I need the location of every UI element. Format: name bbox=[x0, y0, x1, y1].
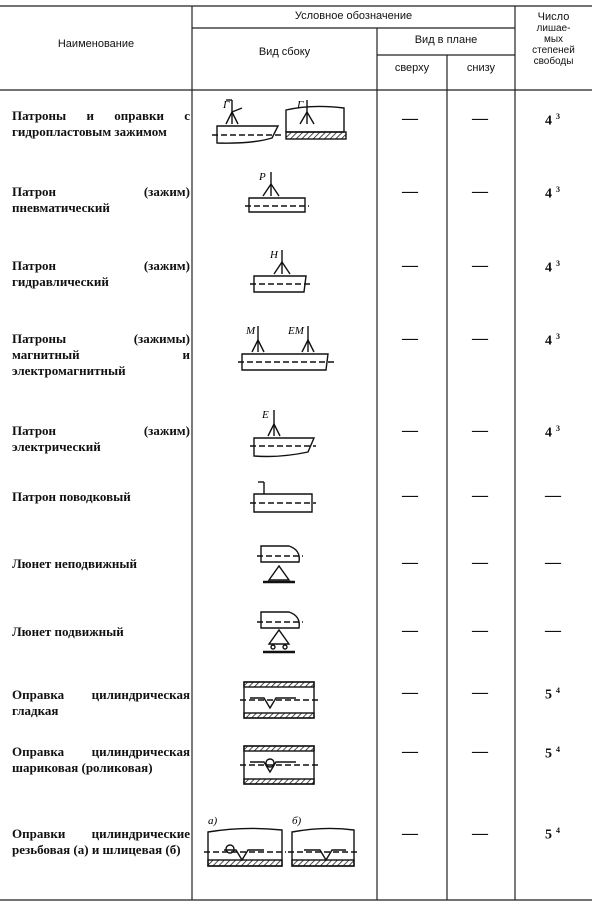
symbol-label: Г bbox=[297, 99, 304, 111]
symbol-smooth-mandrel bbox=[240, 678, 320, 722]
cell-top: — bbox=[402, 487, 418, 504]
cell-top: — bbox=[402, 554, 418, 571]
symbol-label: H bbox=[270, 249, 278, 261]
cell-dof bbox=[545, 332, 560, 350]
dof-value: 4 bbox=[545, 113, 552, 129]
row-name: Люнет неподвижный bbox=[12, 556, 138, 571]
dof-value: 5 bbox=[545, 746, 552, 762]
cell-bottom: — bbox=[472, 422, 488, 439]
row-name: Патроны (зажимы) магнитный и электромагнитный bbox=[12, 331, 190, 378]
row-name: Патроны и оправки с гидропластовым зажимом bbox=[12, 108, 190, 139]
symbol-label: E bbox=[262, 409, 269, 421]
dof-value: 4 bbox=[545, 333, 552, 349]
cell-top: — bbox=[402, 422, 418, 439]
cell-dof bbox=[545, 424, 560, 442]
row-name: Люнет подвижный bbox=[12, 624, 124, 639]
cell-bottom: — bbox=[472, 684, 488, 701]
header-name: Наименование bbox=[57, 38, 135, 50]
header-top: сверху bbox=[394, 62, 430, 74]
cell-dof: — bbox=[545, 622, 561, 639]
row-name: Оправка цилиндрическая шариковая (роликовая) bbox=[12, 744, 190, 775]
dof-note: 4 bbox=[556, 686, 560, 695]
row-name: Патрон (зажим) гидравлический bbox=[12, 258, 190, 289]
dof-note: 3 bbox=[556, 112, 560, 121]
dof-note: 3 bbox=[556, 332, 560, 341]
symbol-magnetic bbox=[238, 320, 338, 372]
cell-bottom: — bbox=[472, 554, 488, 571]
symbol-label: а) bbox=[208, 815, 218, 827]
symbol-label: EM bbox=[288, 325, 304, 337]
cell-bottom: — bbox=[472, 110, 488, 127]
cell-bottom: — bbox=[472, 183, 488, 200]
header-dof bbox=[515, 12, 592, 67]
dof-value: 5 bbox=[545, 827, 552, 843]
symbol-fixed-steady-rest bbox=[255, 540, 315, 590]
header-side-view: Вид сбоку bbox=[258, 46, 311, 58]
header-dof-line: Число bbox=[537, 11, 570, 23]
cell-dof bbox=[545, 259, 560, 277]
dof-note: 4 bbox=[556, 826, 560, 835]
cell-bottom: — bbox=[472, 257, 488, 274]
symbol-pneumatic bbox=[245, 168, 315, 220]
cell-top: — bbox=[402, 257, 418, 274]
cell-bottom: — bbox=[472, 487, 488, 504]
row-name: Оправка цилиндрическая гладкая bbox=[12, 687, 190, 718]
header-dof-line: свободы bbox=[533, 56, 574, 67]
symbol-label: P bbox=[259, 171, 266, 183]
symbol-hydroplastic bbox=[212, 98, 352, 150]
row-name: Патрон (зажим) пневматический bbox=[12, 184, 190, 215]
cell-dof: — bbox=[545, 554, 561, 571]
cell-top: — bbox=[402, 330, 418, 347]
cell-dof bbox=[545, 112, 560, 130]
symbol-ball-mandrel bbox=[240, 742, 320, 790]
header-plan-view: Вид в плане bbox=[414, 34, 478, 46]
dof-note: 3 bbox=[556, 424, 560, 433]
dof-note: 3 bbox=[556, 185, 560, 194]
cell-dof: — bbox=[545, 487, 561, 504]
row-name: Патрон поводковый bbox=[12, 489, 131, 504]
symbol-moving-steady-rest bbox=[255, 606, 315, 660]
cell-top: — bbox=[402, 684, 418, 701]
cell-bottom: — bbox=[472, 330, 488, 347]
cell-top: — bbox=[402, 622, 418, 639]
cell-dof bbox=[545, 826, 560, 844]
symbol-threaded-splined-mandrel bbox=[204, 812, 374, 880]
cell-top: — bbox=[402, 110, 418, 127]
dof-value: 4 bbox=[545, 186, 552, 202]
cell-dof bbox=[545, 745, 560, 763]
symbol-hydraulic bbox=[250, 246, 320, 298]
cell-bottom: — bbox=[472, 622, 488, 639]
cell-top: — bbox=[402, 825, 418, 842]
cell-top: — bbox=[402, 183, 418, 200]
header-bottom: снизу bbox=[466, 62, 496, 74]
cell-bottom: — bbox=[472, 825, 488, 842]
header-symbol: Условное обозначение bbox=[294, 10, 413, 22]
cell-dof bbox=[545, 686, 560, 704]
symbol-label: M bbox=[246, 325, 256, 337]
header-dof-line: мых bbox=[543, 34, 564, 45]
symbol-label: Г bbox=[223, 99, 230, 111]
symbol-electric bbox=[250, 404, 320, 460]
dof-value: 4 bbox=[545, 260, 552, 276]
dof-note: 3 bbox=[556, 259, 560, 268]
header-dof-line: лишае- bbox=[536, 23, 571, 34]
header-dof-line: степеней bbox=[532, 45, 575, 56]
symbol-label: б) bbox=[292, 815, 302, 827]
symbol-driver-chuck bbox=[250, 478, 320, 518]
dof-value: 4 bbox=[545, 425, 552, 441]
cell-bottom: — bbox=[472, 743, 488, 760]
cell-dof bbox=[545, 185, 560, 203]
dof-note: 4 bbox=[556, 745, 560, 754]
row-name: Оправки цилиндрические резьбовая (а) и шлицевая (б) bbox=[12, 826, 190, 857]
dof-value: 5 bbox=[545, 687, 552, 703]
row-name: Патрон (зажим) электрический bbox=[12, 423, 190, 454]
cell-top: — bbox=[402, 743, 418, 760]
